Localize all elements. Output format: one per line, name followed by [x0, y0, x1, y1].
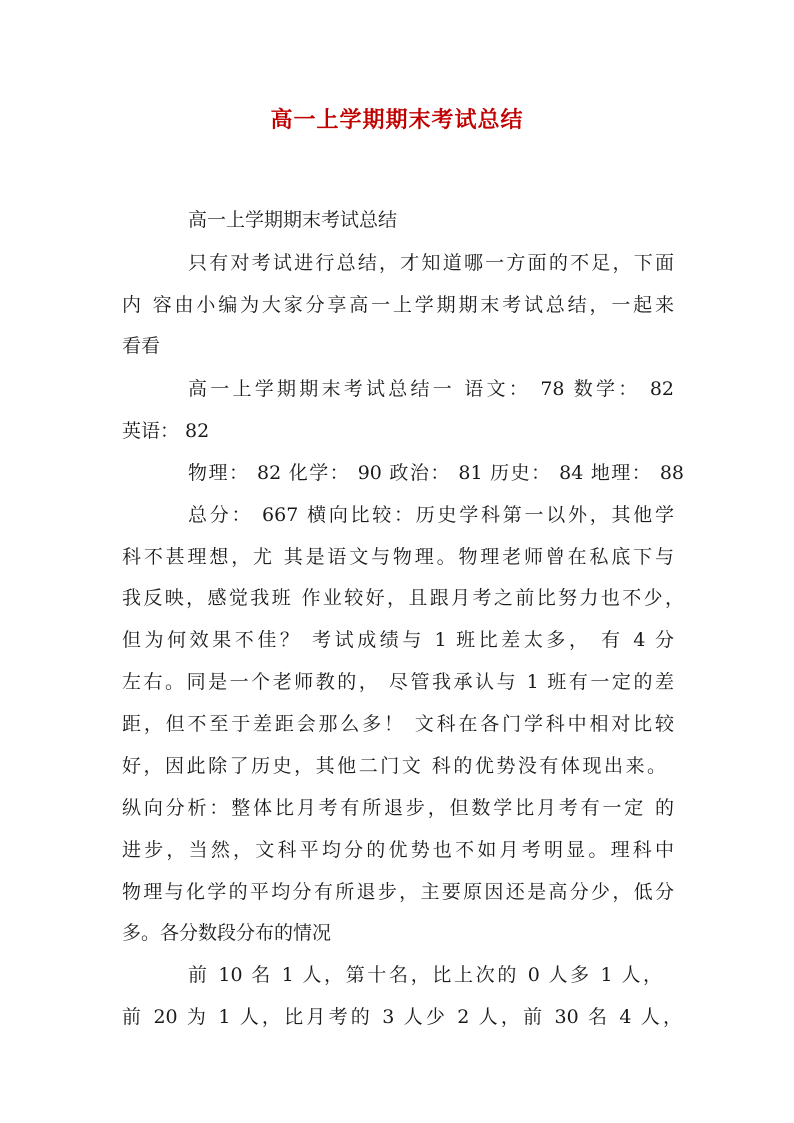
- text-line: 前 10 名 1 人，第十名，比上次的 0 人多 1 人，: [188, 964, 662, 986]
- text-line: 左右。同是一个老师教的， 尽管我承认与 1 班有一定的差: [122, 671, 674, 693]
- text-line: 内 容由小编为大家分享高一上学期期末考试总结，一起来: [122, 294, 674, 316]
- text-line: 进步，当然，文科平均分的优势也不如月考明显。理科中: [122, 839, 674, 861]
- text-line: 只有对考试进行总结，才知道哪一方面的不足，下面: [188, 252, 674, 274]
- paragraph-heading: 高一上学期期末考试总结: [188, 209, 398, 231]
- text-line: 科不甚理想，尤 其是语文与物理。物理老师曾在私底下与: [122, 546, 674, 568]
- text-line: 我反映，感觉我班 作业较好，且跟月考之前比努力也不少，: [122, 587, 684, 609]
- text-line: 距，但不至于差距会那么多！ 文科在各门学科中相对比较: [122, 713, 674, 735]
- text-line: 物理： 82 化学： 90 政治： 81 历史： 84 地理： 88: [188, 462, 684, 484]
- text-line: 看看: [122, 335, 161, 357]
- document-title: 高一上学期期末考试总结: [270, 107, 524, 133]
- text-line: 但为何效果不佳？ 考试成绩与 1 班比差太多， 有 4 分: [122, 629, 674, 651]
- text-line: 总分： 667 横向比较：历史学科第一以外，其他学: [188, 504, 674, 526]
- text-line: 物理与化学的平均分有所退步，主要原因还是高分少，低分: [122, 881, 674, 903]
- text-line: 前 20 为 1 人，比月考的 3 人少 2 人，前 30 名 4 人，: [122, 1006, 682, 1028]
- text-line: 纵向分析：整体比月考有所退步，但数学比月考有一定 的: [122, 797, 674, 819]
- text-line: 好，因此除了历史，其他二门文 科的优势没有体现出来。: [122, 755, 666, 777]
- text-line: 英语： 82: [122, 420, 210, 442]
- text-line: 高一上学期期末考试总结一 语文： 78 数学： 82: [188, 378, 674, 400]
- text-line: 多。各分数段分布的情况: [122, 922, 332, 944]
